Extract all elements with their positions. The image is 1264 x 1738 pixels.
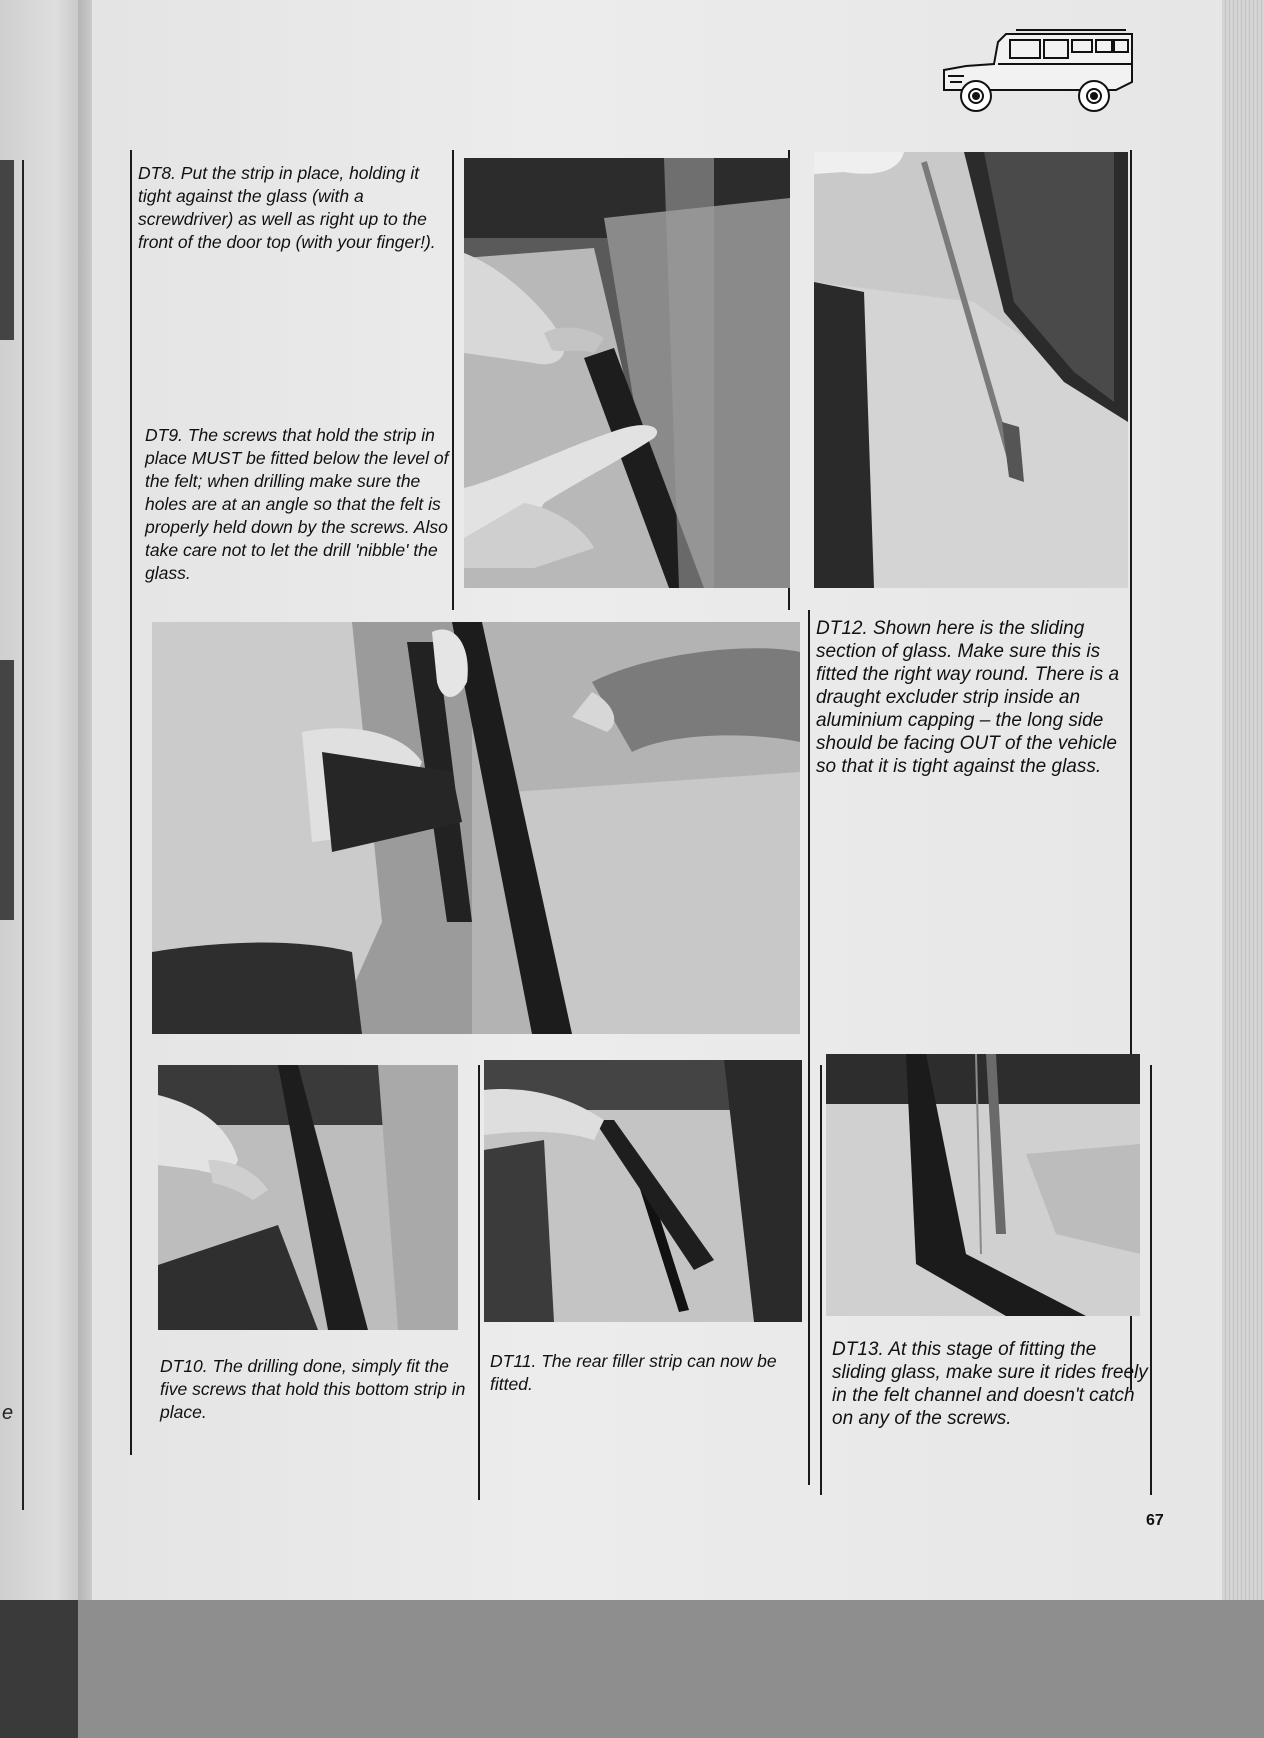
left-page-text-fragment: e: [2, 1402, 14, 1424]
left-page-photo-edge: [0, 660, 14, 920]
photo-drilling-strip: [152, 622, 800, 1034]
page-number: 67: [1146, 1512, 1164, 1529]
caption-dt9: DT9. The screws that hold the strip in place MUST be fitted below the level of the felt; when drilling make sure the holes are at an angle so that the felt is properly held down by the screws. Also take care not to let the drill 'nibble' the glass.: [145, 425, 449, 583]
column-rule-left: [130, 150, 132, 1455]
land-rover-station-wagon-icon: [936, 20, 1136, 120]
photo-dt8-strip-against-glass: [464, 158, 790, 588]
caption-dt13: DT13. At this stage of fitting the sliding glass, make sure it rides freely in the felt channel and doesn't catch on any of the screws.: [832, 1339, 1148, 1429]
caption-dt12: DT12. Shown here is the sliding section of glass. Make sure this is fitted the right way round. There is a draught excluder strip inside an aluminium capping – the long side should be facing OUT of the vehicle so that it is tight against the glass.: [816, 618, 1120, 777]
column-rule: [820, 1065, 822, 1495]
column-rule: [478, 1065, 480, 1500]
caption-dt8: DT8. Put the strip in place, holding it tight against the glass (with a screwdriver) as well as right up to the front of the door top (with your finger!).: [138, 163, 436, 252]
left-page-photo-edge: [0, 160, 14, 340]
caption-dt10: DT10. The drilling done, simply fit the five screws that hold this bottom strip in place.: [160, 1356, 466, 1422]
scanner-bed: [0, 1600, 1264, 1738]
column-rule: [452, 150, 454, 610]
photo-dt13-sliding-glass-felt: [826, 1054, 1140, 1316]
photo-dt11-rear-filler-strip: [484, 1060, 802, 1322]
photo-dt10-fitting-screws: [158, 1065, 458, 1330]
photo-door-frame-upright: [814, 152, 1128, 588]
scanner-bed-shadow: [0, 1600, 78, 1738]
caption-dt11: DT11. The rear filler strip can now be fitted.: [490, 1351, 777, 1394]
book-page-edges: [1222, 0, 1264, 1600]
column-rule: [808, 610, 810, 1485]
column-rule: [1150, 1065, 1152, 1495]
left-page-rule: [22, 160, 24, 1510]
